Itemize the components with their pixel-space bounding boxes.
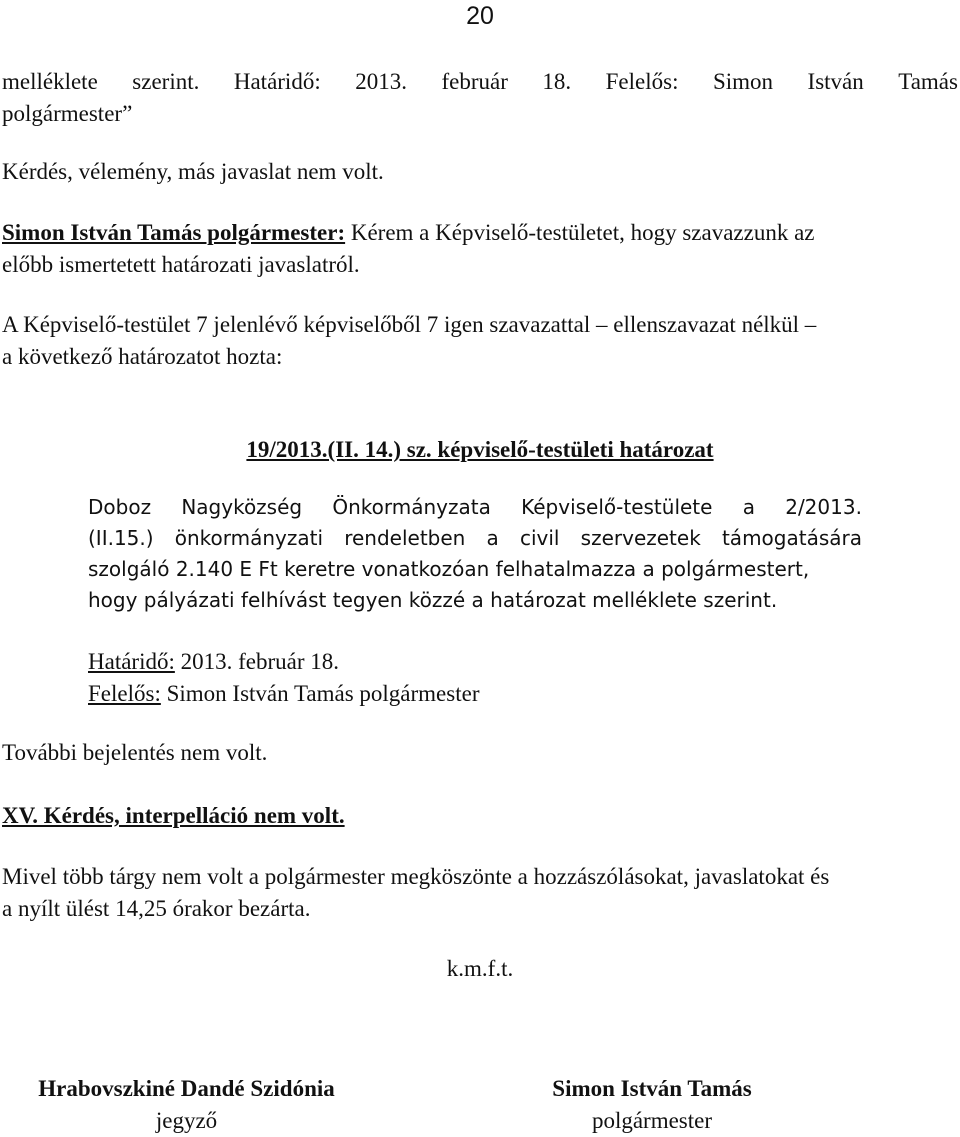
deadline-value: 2013. február 18. (174, 649, 340, 674)
paragraph-line: Mivel több tárgy nem volt a polgármester megköszönte a hozzászólásokat, javaslatokat és (2, 864, 830, 889)
paragraph-no-questions: Kérdés, vélemény, más javaslat nem volt. (2, 159, 384, 184)
word: mellékletе (2, 69, 98, 94)
word: önkormányzati (174, 526, 324, 550)
resolution-line: szolgáló 2.140 E Ft keretre vonatkozóan felhatalmazza a polgármestert, (88, 557, 810, 581)
signature-right (532, 1073, 772, 1137)
paragraph-closing (2, 861, 958, 925)
word: támogatására (721, 526, 862, 550)
word: Határidő: (233, 69, 321, 94)
kmft-mark: k.m.f.t. (446, 956, 514, 981)
deadline-label: Határidő: (88, 649, 175, 674)
paragraph-text: Kérem a Képviselő-testületet, hogy szavazzunk az (345, 220, 815, 245)
responsible-label: Felelős: (88, 681, 161, 706)
signature-name: Hrabovszkiné Dandé Szidónia (38, 1076, 335, 1101)
paragraph-vote-result (2, 309, 958, 373)
signature-title: polgármester (591, 1108, 713, 1133)
word: Nagyközség (181, 495, 303, 519)
word: Felelős: (605, 69, 679, 94)
paragraph-line: A Képviselő-testület 7 jelenlévő képviselőből 7 igen szavazattal – ellenszavazat nélkül – (2, 312, 817, 337)
word: Tamás (898, 69, 958, 94)
resolution-line (88, 523, 862, 554)
page-number: 20 (466, 2, 494, 30)
deadline-line (88, 646, 868, 678)
section-heading: XV. Kérdés, interpelláció nem volt. (2, 803, 345, 828)
word: 2/2013. (785, 495, 862, 519)
word: szervezetek (580, 526, 701, 550)
word: a (486, 526, 499, 550)
resolution-title: 19/2013.(II. 14.) sz. képviselő-testületi határozat (246, 437, 714, 462)
word: február (441, 69, 508, 94)
word: civil (519, 526, 560, 550)
word: Képviselő-testülete (521, 495, 713, 519)
word: szerint. (132, 69, 200, 94)
paragraph-line (2, 66, 958, 98)
signature-name: Simon István Tamás (552, 1076, 752, 1101)
resolution-line (88, 492, 862, 523)
word: (II.15.) (88, 526, 154, 550)
paragraph-no-announcements: További bejelentés nem volt. (2, 740, 268, 765)
word: Önkormányzata (332, 495, 491, 519)
paragraph-mayor-request (2, 217, 958, 281)
resolution-body (88, 492, 862, 616)
signature-left (14, 1073, 359, 1137)
word: 18. (542, 69, 572, 94)
word: Doboz (88, 495, 152, 519)
word: rendeletben (344, 526, 466, 550)
responsible-value: Simon István Tamás polgármester (160, 681, 480, 706)
paragraph-line: polgármester” (2, 101, 133, 126)
resolution-line: hogy pályázati felhívást tegyen közzé a határozat melléklete szerint. (88, 588, 778, 612)
word: a (742, 495, 755, 519)
word: István (807, 69, 864, 94)
responsible-line (88, 678, 868, 710)
paragraph-line: előbb ismertetett határozati javaslatról. (2, 252, 360, 277)
signature-title: jegyző (155, 1108, 218, 1133)
paragraph-attachment-deadline (2, 66, 958, 130)
resolution-meta (88, 646, 868, 710)
word: 2013. (355, 69, 407, 94)
word: Simon (712, 69, 774, 94)
paragraph-line: a nyílt ülést 14,25 órakor bezárta. (2, 896, 311, 921)
paragraph-line: a következő határozatot hozta: (2, 344, 283, 369)
speaker-name: Simon István Tamás polgármester: (2, 220, 346, 245)
